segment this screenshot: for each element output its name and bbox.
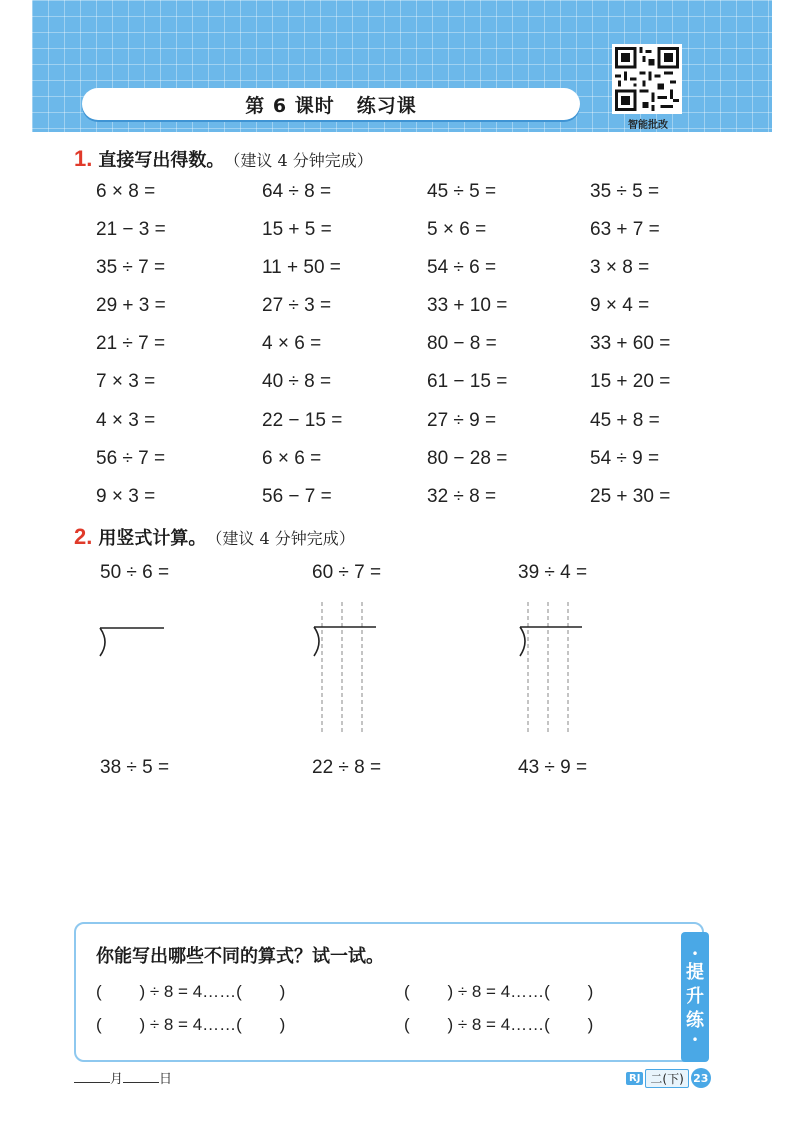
section1-title: 直接写出得数。: [98, 150, 225, 171]
page-number: 23: [691, 1068, 711, 1088]
lesson-topic: 练习课: [356, 94, 417, 117]
math-problem: 27 ÷ 9 =: [427, 409, 497, 431]
lesson-title: [245, 91, 416, 118]
dot-icon: •: [691, 1033, 699, 1047]
division-bracket: [96, 620, 170, 662]
math-problem: 6 × 8 =: [96, 181, 156, 202]
math-problem: 15 + 5 =: [262, 219, 332, 241]
day-blank[interactable]: [123, 1082, 159, 1083]
math-problem: 54 ÷ 6 =: [427, 257, 497, 279]
side-tab-char: 提: [686, 962, 704, 983]
math-problem: 33 + 10 =: [427, 295, 508, 317]
qr-label: 智能批改: [628, 120, 668, 131]
math-problem: 61 − 15 =: [427, 371, 508, 393]
division-guide: [512, 596, 588, 736]
math-problem: 15 + 20 =: [590, 371, 671, 393]
vertical-problem: 39 ÷ 4 =: [518, 562, 588, 583]
math-problem: 29 + 3 =: [96, 295, 166, 317]
qr-code[interactable]: [612, 44, 682, 114]
math-problem: 21 ÷ 7 =: [96, 333, 166, 355]
math-problem: 6 × 6 =: [262, 447, 322, 469]
math-problem: 3 × 8 =: [590, 257, 650, 279]
extension-item[interactable]: ( ) ÷ 8 = 4……( ): [96, 982, 286, 1001]
math-problem: 11 + 50 =: [262, 257, 341, 279]
math-problem: 56 − 7 =: [262, 485, 332, 507]
qr-code-icon: [615, 47, 679, 111]
vertical-problem: 50 ÷ 6 =: [100, 562, 170, 583]
dot-icon: •: [691, 947, 699, 961]
math-problem: 21 − 3 =: [96, 219, 166, 241]
math-problem: 80 − 8 =: [427, 333, 497, 355]
practice-side-tab: [681, 932, 709, 1062]
math-problem: 4 × 3 =: [96, 409, 156, 431]
math-problem: 9 × 4 =: [590, 295, 650, 317]
math-problem: 7 × 3 =: [96, 371, 156, 393]
math-problem: 45 ÷ 5 =: [427, 181, 497, 202]
math-problem: 27 ÷ 3 =: [262, 295, 332, 317]
math-problem: 63 + 7 =: [590, 219, 660, 241]
vertical-problem: 22 ÷ 8 =: [312, 757, 382, 778]
day-label: 日: [159, 1072, 173, 1087]
section2-number: 2.: [74, 524, 93, 549]
section1-note: （建议 4 分钟完成）: [224, 151, 373, 170]
section2-title: 用竖式计算。: [98, 528, 207, 549]
extension-item[interactable]: ( ) ÷ 8 = 4……( ): [96, 1015, 286, 1034]
math-problem: 64 ÷ 8 =: [262, 181, 332, 202]
section1-number: 1.: [74, 146, 93, 171]
mental-math-grid: [96, 178, 716, 511]
math-problem: 56 ÷ 7 =: [96, 447, 166, 469]
math-problem: 5 × 6 =: [427, 219, 487, 241]
math-problem: 22 − 15 =: [262, 409, 343, 431]
lesson-number: 第 6 课时: [245, 94, 335, 117]
math-problem: 35 ÷ 5 =: [590, 181, 660, 202]
math-problem: 40 ÷ 8 =: [262, 371, 332, 393]
date-field[interactable]: [74, 1068, 172, 1087]
vertical-problem: 43 ÷ 9 =: [518, 757, 588, 778]
math-problem: 9 × 3 =: [96, 485, 156, 507]
month-blank[interactable]: [74, 1082, 110, 1083]
math-problem: 33 + 60 =: [590, 333, 671, 355]
vertical-problem: 60 ÷ 7 =: [312, 562, 382, 583]
lesson-title-bar: [82, 88, 580, 120]
math-problem: 54 ÷ 9 =: [590, 447, 660, 469]
division-guide: [306, 596, 382, 736]
edition-badge: RJ: [626, 1072, 643, 1085]
section2-note: （建议 4 分钟完成）: [206, 529, 355, 548]
math-problem: 25 + 30 =: [590, 485, 671, 507]
page-footer: [626, 1068, 711, 1088]
section2-heading: [74, 524, 355, 550]
extension-item[interactable]: ( ) ÷ 8 = 4……( ): [404, 982, 594, 1001]
side-tab-char: 练: [686, 1010, 704, 1031]
section1-heading: [74, 146, 373, 172]
math-problem: 35 ÷ 7 =: [96, 257, 166, 279]
month-label: 月: [110, 1072, 124, 1087]
math-problem: 45 + 8 =: [590, 409, 660, 431]
vertical-problem: 38 ÷ 5 =: [100, 757, 170, 778]
math-problem: 4 × 6 =: [262, 333, 322, 355]
side-tab-char: 升: [686, 986, 704, 1007]
math-problem: 32 ÷ 8 =: [427, 485, 497, 507]
extension-item[interactable]: ( ) ÷ 8 = 4……( ): [404, 1015, 594, 1034]
grade-label: 二(下): [645, 1069, 688, 1088]
extension-title: 你能写出哪些不同的算式？试一试。: [96, 946, 384, 967]
math-problem: 80 − 28 =: [427, 447, 508, 469]
